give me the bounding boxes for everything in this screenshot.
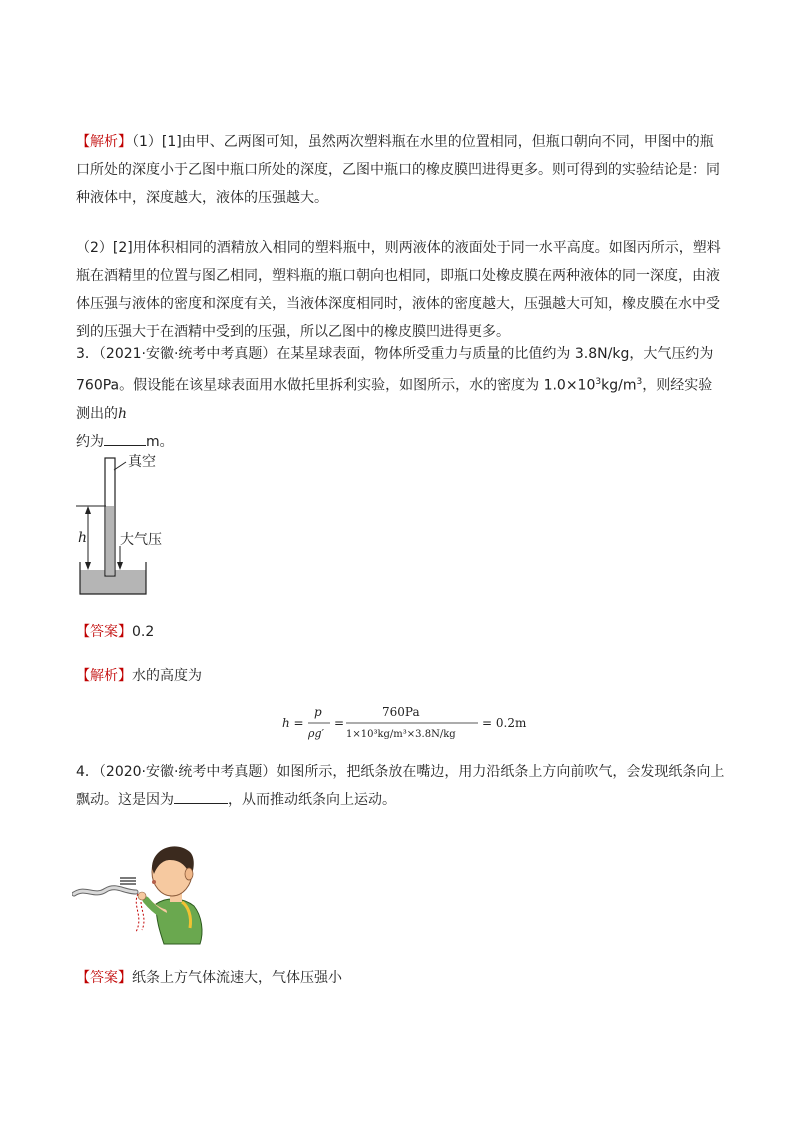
question-3-answer	[76, 618, 726, 646]
formula-equals: =	[334, 716, 345, 730]
question-3-stem: 3．（2021·安徽·统考中考真题）在某星球表面，物体所受重力与质量的比值约为 3.8N/kg，大气压约为 760Pa。假设能在该星球表面用水做托里拆利实验，如图所示，水的密度为 $1.0\times 10^3kg/m^3$，则经实验测出的h 约为 m。	[76, 346, 714, 450]
mouth	[152, 880, 156, 884]
question-4-stem: 4．（2020·安徽·统考中考真题）如图所示，把纸条放在嘴边，用力沿纸条上方向前吹气，会发现纸条向上飘动。这是因为 ，从而推动纸条向上运动。	[76, 764, 725, 808]
formula-frac1-num: p	[314, 705, 322, 719]
vacuum-pointer	[114, 462, 126, 470]
shirt	[156, 899, 202, 944]
formula	[280, 700, 540, 746]
analysis-paragraph-2	[76, 234, 726, 346]
analysis-text: （1）[1]由甲、乙两图可知，虽然两次塑料瓶在水里的位置相同，但瓶口朝向不同，甲图中的瓶口所处的深度小于乙图中瓶口所处的深度，乙图中瓶口的橡皮膜凹进得更多。则可得到的实验结论是：同种液体中，深度越大，液体的压强越大。	[76, 134, 720, 206]
analysis-text: 水的高度为	[132, 668, 202, 684]
analysis-tag: 【解析】	[76, 134, 132, 150]
vacuum-label: 真空	[128, 454, 156, 470]
answer-value: 纸条上方气体流速大，气体压强小	[132, 970, 342, 986]
answer-tag: 【答案】	[76, 970, 132, 986]
height-arrow-head-down	[85, 562, 91, 570]
height-arrow-head-up	[85, 506, 91, 514]
paper-strip-hanging	[136, 894, 139, 932]
formula-result: = 0.2m	[482, 716, 527, 730]
answer-value: 0.2	[132, 624, 155, 640]
formula-frac1-den: ρg′	[308, 727, 325, 740]
analysis-text: （2）[2]用体积相同的酒精放入相同的塑料瓶中，则两液体的液面处于同一水平高度。如图丙所示，塑料瓶在酒精里的位置与图乙相同，塑料瓶的瓶口朝向也相同，即瓶口处橡皮膜在两种液体的同一深度，由液体压强与液体的密度和深度有关，当液体深度相同时，液体的密度越大，压强越大可知，橡皮膜在水中受到的压强大于在酒精中受到的压强，所以乙图中的橡皮膜凹进得更多。	[76, 240, 721, 340]
atm-label: 大气压	[120, 532, 162, 548]
formula-frac2-den: 1×10³kg/m³×3.8N/kg	[346, 729, 456, 740]
liquid-column	[106, 506, 114, 575]
hand	[138, 892, 146, 900]
answer-tag: 【答案】	[76, 624, 132, 640]
blowing-paper-figure	[72, 836, 222, 946]
torricelli-figure	[74, 444, 224, 604]
formula-lhs: h =	[282, 716, 304, 730]
analysis-paragraph-1	[76, 128, 726, 212]
answer-blank[interactable]	[174, 787, 228, 804]
question-4-answer	[76, 964, 726, 992]
question-3-analysis	[76, 662, 726, 690]
h-label: h	[78, 530, 88, 546]
formula-frac2-num: 760Pa	[382, 705, 420, 719]
atm-arrow-head	[117, 562, 123, 570]
ear	[185, 868, 193, 880]
analysis-tag: 【解析】	[76, 668, 132, 684]
